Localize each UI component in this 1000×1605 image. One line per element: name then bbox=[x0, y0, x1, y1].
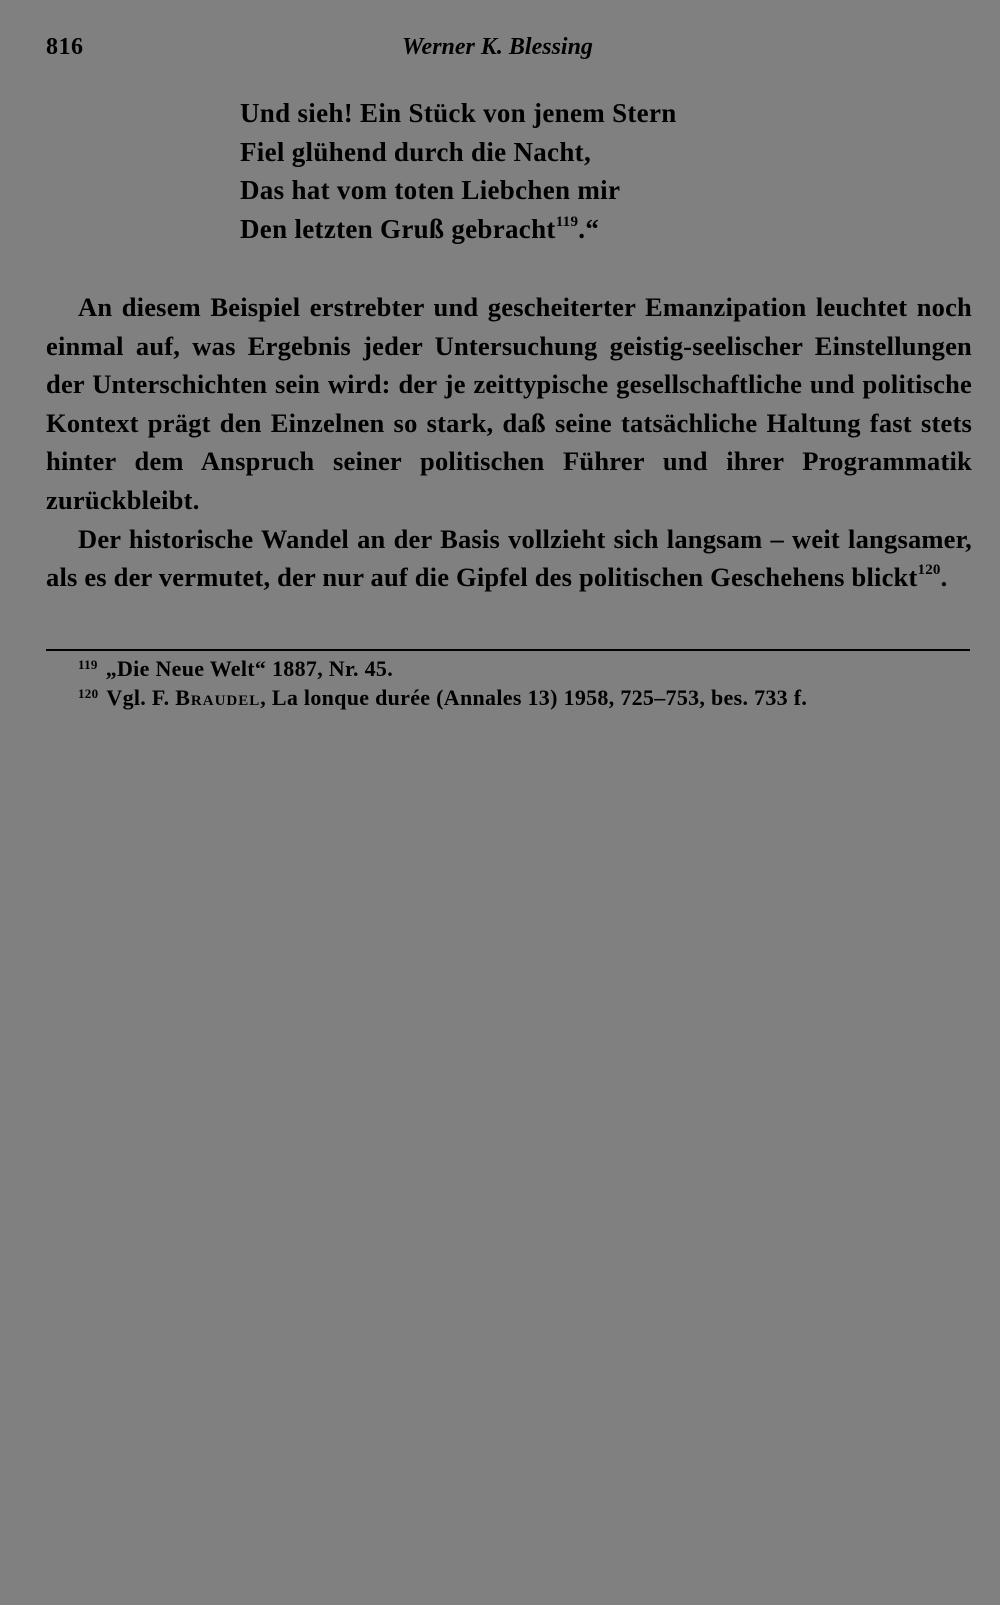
running-head-author: Werner K. Blessing bbox=[402, 34, 593, 60]
footnote-citation: , La lonque durée (Annales 13) 1958, 725–753, bes. 733 f. bbox=[260, 685, 808, 710]
footnote-ref-120[interactable]: 120 bbox=[917, 562, 941, 579]
body-text bbox=[46, 288, 972, 597]
page-number: 816 bbox=[46, 34, 84, 60]
paragraph-1: An diesem Beispiel erstrebter und gescheiterter Emanzipation leuchtet noch einmal auf, was Ergebnis jeder Untersuchung geistig-seelischer Einstellungen der Unterschichten sein wird: der je zeittypische gesellschaftliche und politische Kontext prägt den Einzelnen so stark, daß seine tatsächliche Haltung fast stets hinter dem Anspruch seiner politischen Führer und ihrer Programmatik zurückbleibt. bbox=[46, 292, 972, 515]
footnote-119 bbox=[78, 654, 978, 683]
poem-line-last bbox=[240, 210, 860, 249]
footnote-prefix: Vgl. F. bbox=[106, 685, 176, 710]
poem-line-text: Den letzten Gruß gebracht bbox=[240, 213, 556, 244]
footnote-ref-119[interactable]: 119 bbox=[555, 213, 579, 230]
footnote-author: Braudel bbox=[175, 685, 261, 710]
paragraph-2 bbox=[46, 520, 972, 597]
footnote-number: 119 bbox=[78, 657, 98, 672]
poem-line: Das hat vom toten Liebchen mir bbox=[240, 175, 621, 205]
footnote-text: „Die Neue Welt“ 1887, Nr. 45. bbox=[105, 656, 394, 681]
paragraph-2-period: . bbox=[940, 562, 948, 593]
footnote-separator-rule bbox=[46, 649, 970, 651]
footnote-number: 120 bbox=[78, 686, 99, 701]
poem-quote bbox=[240, 94, 860, 248]
paragraph-2-text: Der historische Wandel an der Basis vollzieht sich langsam – weit langsamer, als es der vermutet, der nur auf die Gipfel des politischen Geschehens blickt bbox=[46, 523, 972, 593]
poem-closing-quote: .“ bbox=[578, 213, 600, 244]
footnote-120 bbox=[78, 683, 978, 712]
poem-line: Und sieh! Ein Stück von jenem Stern bbox=[240, 98, 677, 128]
footnotes bbox=[78, 654, 978, 712]
page-header bbox=[46, 34, 971, 68]
poem-line: Fiel glühend durch die Nacht, bbox=[240, 136, 591, 167]
